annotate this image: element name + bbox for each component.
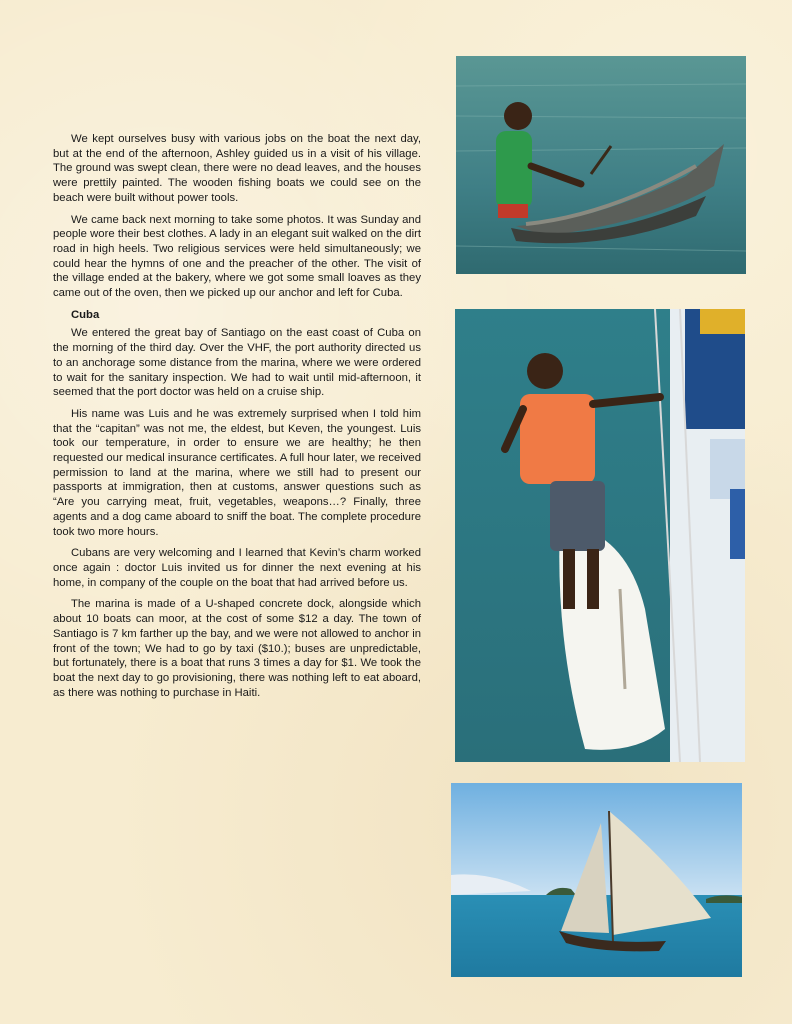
article-column (53, 132, 421, 707)
photo-sailboat-on-bay (451, 783, 742, 977)
paragraph-santiago-bay: We entered the great bay of Santiago on the east coast of Cuba on the morning of the third day. Over the VHF, the port authority directed us to an anchorage some distance from the marina, where we were ordered to wait for the sanitary inspection. We had to wait until mid-afternoon, it seemed that the port doctor was held on a cruise ship. (53, 327, 421, 399)
paragraph-doctor-luis: His name was Luis and he was extremely surprised when I told him that the “capitan” was not me, the eldest, but Keven, the youngest. Luis took our temperature, in order to ensure we are healthy; he then requested our medical insurance certificates. A full hour later, we received permission to land at the marina, where we still had to present our passports at immigration, then at customs, answer questions such as “Are you carrying meat, fruit, vegetables, weapons…? Finally, three agents and a dog came aboard to sniff the boat. The complete procedure took two more hours. (53, 407, 421, 538)
section-heading-cuba: Cuba (71, 308, 100, 321)
paragraph-sunday-morning: We came back next morning to take some photos. It was Sunday and people wore their best clothes. A lady in an elegant suit walked on the dirt road in high heels. Two religious services were held simultaneously; we could hear the hymns of one and the preacher of the other. The visit of the village ended at the bakery, where we got some small loaves as they came out of the oven, then we picked up our anchor and left for Cuba. (53, 213, 421, 300)
paragraph-marina: The marina is made of a U-shaped concrete dock, alongside which about 10 boats can moor, at the cost of some $12 a day. The town of Santiago is 7 km farther up the bay, and we were not allowed to anchor in front of the town; We had to go by taxi ($10.); buses are unpredictable, but fortunately, there is a boat that runs 3 times a day for $1. We took the boat the next day to go provisioning, there was nothing left to eat aboard, as there was nothing to purchase in Haiti. (53, 598, 421, 699)
photo-boy-in-canoe (456, 56, 746, 274)
paragraph-cubans-welcoming: Cubans are very welcoming and I learned that Kevin’s charm worked once again : doctor Luis invited us for dinner the next evening at his home, in company of the couple on the boat that had arrived before us. (53, 547, 421, 589)
photo-boy-on-surfboard (455, 309, 745, 762)
paragraph-village-visit: We kept ourselves busy with various jobs on the boat the next day, but at the end of the afternoon, Ashley guided us in a visit of his village. The ground was swept clean, there were no dead leaves, and the houses were prettily painted. The wooden fishing boats we could see on the beach were built without power tools. (53, 133, 421, 204)
